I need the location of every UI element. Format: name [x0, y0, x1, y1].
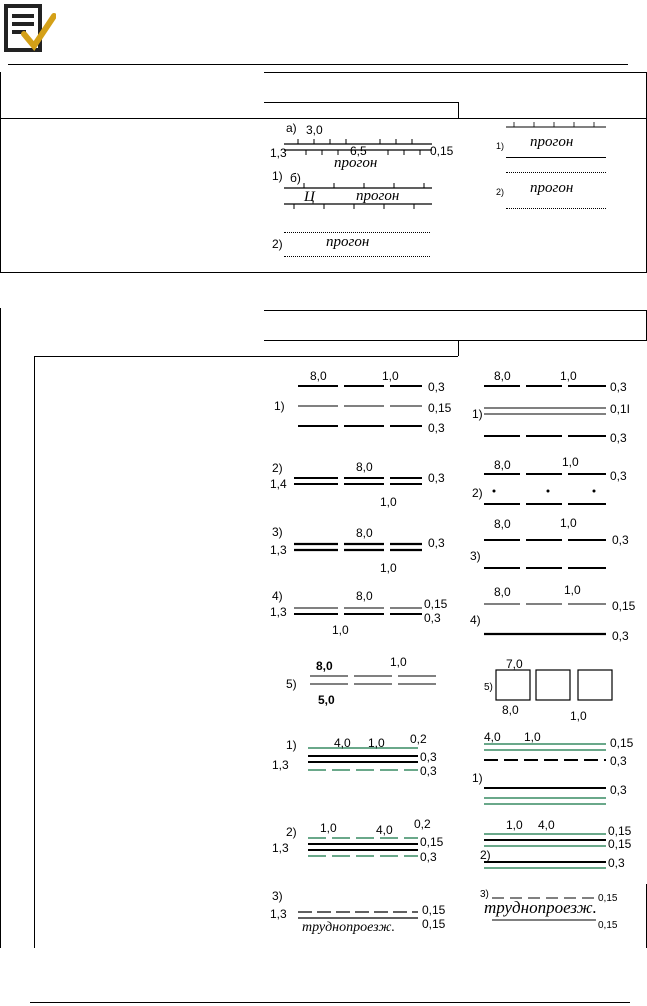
- word-run-2: прогон: [326, 234, 370, 250]
- dim: 1,3: [270, 543, 287, 557]
- dim: 0,1І: [610, 402, 631, 416]
- dim: 0,3: [612, 629, 629, 643]
- num: 4): [272, 589, 283, 603]
- num: 2): [286, 825, 297, 839]
- num: 2): [480, 848, 491, 862]
- dim: 1,3: [270, 907, 287, 921]
- dim: 4,0: [538, 818, 555, 832]
- dim: 0,15: [610, 736, 634, 750]
- dim: 8,0: [356, 460, 373, 474]
- num: 3): [480, 889, 489, 900]
- dim: 0,3: [420, 764, 437, 778]
- dim-top: 3,0: [306, 123, 323, 137]
- hatched-line-right: [506, 120, 606, 130]
- dim: 8,0: [310, 369, 327, 383]
- num: 2): [472, 486, 483, 500]
- num-1: 1): [272, 169, 283, 183]
- dim: 0,3: [420, 850, 437, 864]
- document-check-icon: [4, 4, 56, 54]
- dim: 8,0: [494, 517, 511, 531]
- dim: 0,3: [428, 536, 445, 550]
- dim: 1,0: [562, 455, 579, 469]
- dim: 1,0: [560, 516, 577, 530]
- dim: 8,0: [356, 589, 373, 603]
- dim: 1,3: [272, 758, 289, 772]
- dim: 4,0: [484, 730, 501, 744]
- dim: 1,0: [524, 730, 541, 744]
- dim: 0,15: [598, 920, 618, 931]
- dim: 8,0: [494, 585, 511, 599]
- num-2: 2): [272, 237, 283, 251]
- dim: 0,2: [414, 817, 431, 831]
- dim: 0,2: [410, 732, 427, 746]
- num-r1: 1): [496, 141, 505, 151]
- dim: 0,15: [598, 893, 618, 904]
- dim: 0,3: [424, 611, 441, 625]
- word-r1: прогон: [530, 134, 574, 150]
- num: 5): [484, 682, 493, 693]
- word-r2: прогон: [530, 180, 574, 196]
- dim-right: 0,15: [430, 144, 454, 158]
- dim: 7,0: [506, 657, 523, 671]
- dim: 8,0: [494, 369, 511, 383]
- dim: 0,15: [422, 917, 446, 931]
- dim: 1,0: [332, 623, 349, 637]
- dim: 4,0: [334, 736, 351, 750]
- num: 5): [286, 677, 297, 691]
- dim: 1,0: [380, 561, 397, 575]
- dim: 1,0: [380, 495, 397, 509]
- num-r2: 2): [496, 187, 505, 197]
- dim: 1,0: [570, 709, 587, 723]
- dim: 0,15: [428, 401, 452, 415]
- dim: 8,0: [316, 659, 333, 673]
- num: 3): [272, 525, 283, 539]
- dim: 4,0: [376, 823, 393, 837]
- label-b: б): [290, 171, 301, 185]
- word-run: прогон: [334, 155, 378, 171]
- dim: 1,0: [382, 369, 399, 383]
- num: 1): [472, 407, 483, 421]
- dim: 8,0: [494, 458, 511, 472]
- dim: 0,3: [610, 783, 627, 797]
- dim: 0,3: [610, 469, 627, 483]
- dim: 1,0: [320, 821, 337, 835]
- dim: 1,0: [390, 655, 407, 669]
- num: 3): [470, 549, 481, 563]
- dim-mid: 6,5: [350, 144, 367, 158]
- dim: 0,15: [608, 837, 632, 851]
- dim: 1,4: [270, 477, 287, 491]
- num: 3): [272, 889, 283, 903]
- dim: 5,0: [318, 693, 335, 707]
- num: 2): [272, 461, 283, 475]
- dim: 0,15: [608, 824, 632, 838]
- dim: 1,0: [564, 583, 581, 597]
- dim: 0,3: [610, 431, 627, 445]
- num: 1): [274, 399, 285, 413]
- dim: 1,0: [560, 369, 577, 383]
- dim: 0,3: [428, 380, 445, 394]
- dim: 0,3: [420, 750, 437, 764]
- dim: 0,3: [610, 380, 627, 394]
- dim: 0,15: [612, 599, 636, 613]
- dim: 1,0: [506, 818, 523, 832]
- difficult-road-label-right: труднопроезж.: [484, 898, 597, 917]
- num: 1): [286, 738, 297, 752]
- footer-rule: [30, 1002, 630, 1003]
- num: 4): [470, 613, 481, 627]
- dim: 0,15: [420, 835, 444, 849]
- letter-c: Ц: [304, 189, 315, 205]
- dim: 8,0: [502, 703, 519, 717]
- dim-left: 1,3: [270, 146, 287, 160]
- num: 1): [472, 771, 483, 785]
- header-rule: [8, 64, 628, 65]
- dim: 0,15: [424, 597, 448, 611]
- difficult-road-label: труднопроезж.: [302, 920, 395, 935]
- dim: 0,3: [610, 754, 627, 768]
- label-a: а): [286, 121, 297, 135]
- dim: 0,3: [608, 856, 625, 870]
- dim: 8,0: [356, 526, 373, 540]
- dim: 0,3: [428, 421, 445, 435]
- dim: 0,3: [612, 533, 629, 547]
- dim: 1,3: [272, 841, 289, 855]
- dim: 0,15: [422, 903, 446, 917]
- word-run-b: прогон: [356, 188, 400, 204]
- dim: 1,3: [270, 605, 287, 619]
- dim: 1,0: [368, 736, 385, 750]
- dim: 0,3: [428, 471, 445, 485]
